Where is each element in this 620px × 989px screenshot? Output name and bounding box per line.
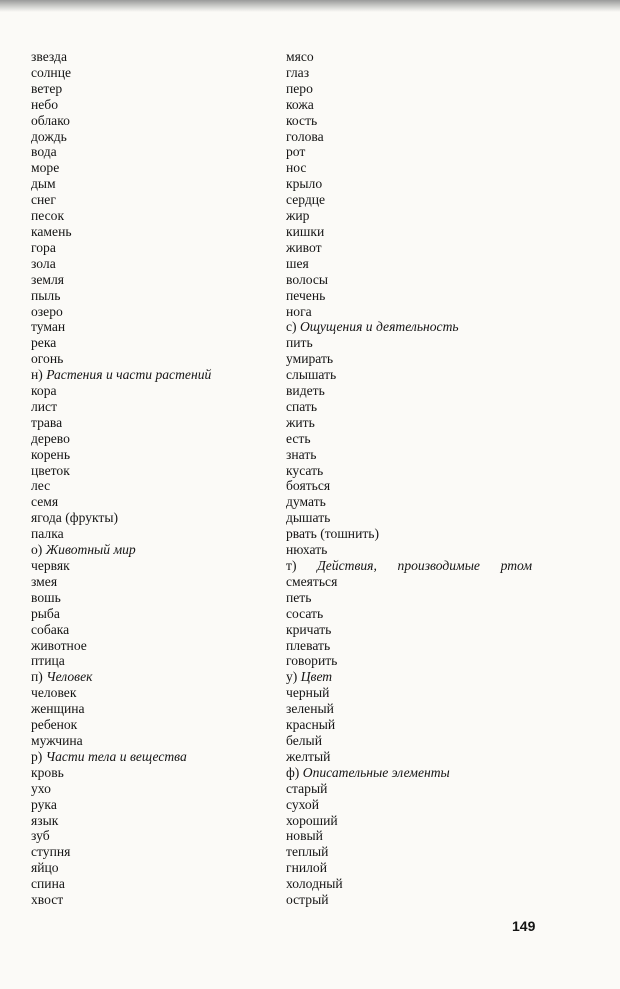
word-list-item: хороший [286,812,338,828]
section-title: Части тела и вещества [45,748,187,764]
word-list-item: белый [286,732,322,748]
word-list-item: живот [286,239,322,255]
word-list-item: лист [31,398,58,414]
section-heading [31,749,271,765]
word-list-item: пыль [31,287,61,303]
word-list-item: печень [286,287,326,303]
word-list-item: ступня [31,844,71,860]
word-list-item: кожа [286,96,314,112]
word-list-item: палка [31,526,64,542]
word-list-item: говорить [286,653,338,669]
word-list-item: зола [31,255,56,271]
word-list-item: плевать [286,637,331,653]
section-heading [286,765,532,781]
word-list-item: солнце [31,64,72,80]
word-list-item: песок [31,208,65,224]
word-list-item: сердце [286,192,326,208]
section-title-word: ртом [500,558,532,573]
page-top-edge [0,0,620,12]
word-list-item: холодный [286,876,343,892]
section-heading [31,542,271,558]
word-list-item: ухо [31,780,51,796]
word-list-item: рвать (тошнить) [286,526,380,542]
word-list-item: семя [31,494,59,510]
word-list-item: желтый [286,748,331,764]
word-list-item: дерево [31,430,70,446]
section-heading [286,319,532,335]
section-marker: т) [286,558,297,573]
word-list-item: река [31,335,57,351]
section-marker: о) [31,542,43,558]
word-list-item: вода [31,144,57,160]
word-list-item: вошь [31,589,61,605]
word-list-item: птица [31,653,65,669]
word-list-item: камень [31,223,72,239]
word-list-item: зуб [31,828,50,844]
word-list-item: сосать [286,605,324,621]
section-heading [31,367,271,383]
word-list-item: новый [286,828,323,844]
word-list-item: спина [31,876,65,892]
word-list-item: кровь [31,764,64,780]
section-marker: р) [31,748,43,764]
word-list-item: ребенок [31,717,78,733]
word-list-item: море [31,160,60,176]
word-list-item: острый [286,892,329,908]
section-title: Животный мир [45,542,136,558]
word-list-item: волосы [286,271,329,287]
section-heading [286,669,532,685]
word-list-item: красный [286,717,336,733]
word-list-item: слышать [286,367,337,383]
word-list-item: кричать [286,621,332,637]
word-list-item: язык [31,812,59,828]
word-list-item: теплый [286,844,329,860]
section-title-word: Действия, [317,558,377,573]
word-list-item: нога [286,303,312,319]
section-title: Цвет [300,669,333,685]
word-list-item: спать [286,398,318,414]
word-list-item: дождь [31,128,67,144]
word-list-item: корень [31,446,71,462]
section-title-word: производимые [397,558,480,573]
word-list-item: дым [31,176,56,192]
word-list-item: рыба [31,605,60,621]
word-list-item: старый [286,780,328,796]
word-list-item: животное [31,637,87,653]
left-word-column [31,49,271,908]
section-marker: н) [31,367,43,383]
word-list-item: кора [31,383,57,399]
word-list-item: яйцо [31,860,59,876]
section-marker: ф) [286,764,300,780]
word-list-item: нос [286,160,307,176]
section-title: Растения и части растений [46,367,212,383]
right-word-column [286,49,532,908]
word-list-item: шея [286,255,309,271]
section-heading [286,558,532,574]
word-list-item: мужчина [31,732,83,748]
word-list-item: мясо [286,49,314,64]
word-list-item: ветер [31,80,63,96]
word-list-item: гора [31,239,56,255]
word-list-item: червяк [31,558,70,573]
word-list-item: черный [286,685,330,701]
word-list-item: нюхать [286,542,328,558]
section-marker: с) [286,319,297,335]
word-list-item: сухой [286,796,320,812]
word-list-item: жить [286,414,315,430]
word-list-item: глаз [286,64,310,80]
word-list-item: гнилой [286,860,327,876]
section-heading [31,669,271,685]
word-list-item: огонь [31,351,64,367]
word-list-item: кусать [286,462,324,478]
word-list-item: облако [31,112,70,128]
word-list-item: бояться [286,478,331,494]
word-list-item: крыло [286,176,323,192]
word-list-item: звезда [31,49,67,64]
section-title: Описательные элементы [302,764,450,780]
word-list-item: умирать [286,351,334,367]
word-list-item: собака [31,621,70,637]
word-list-item: знать [286,446,317,462]
word-list-item: пить [286,335,313,351]
page-number: 149 [512,918,536,934]
word-list-item: жир [286,208,310,224]
word-list-item: трава [31,414,63,430]
word-list-item: озеро [31,303,63,319]
word-list-item: туман [31,319,66,335]
word-list-item: петь [286,589,312,605]
section-marker: п) [31,669,43,685]
word-list-item: зеленый [286,701,334,717]
word-list-item: перо [286,80,313,96]
word-list-item: цветок [31,462,70,478]
section-title: Ощущения и деятельность [299,319,459,335]
word-list-item: земля [31,271,65,287]
word-list-item: лес [31,478,51,494]
word-list-item: есть [286,430,311,446]
word-list-item: человек [31,685,77,701]
word-list-item: змея [31,573,58,589]
word-list-item: хвост [31,892,64,908]
word-list-item: женщина [31,701,85,717]
word-list-item: кишки [286,223,325,239]
word-list-item: дышать [286,510,331,526]
word-list-item: смеяться [286,573,338,589]
word-list-item: небо [31,96,59,112]
word-list-item: снег [31,192,56,208]
word-list-item: думать [286,494,326,510]
word-list-item: кость [286,112,318,128]
word-list-item: ягода (фрукты) [31,510,119,526]
word-list-item: рот [286,144,306,160]
section-marker: у) [286,669,298,685]
word-list-item: видеть [286,383,325,399]
word-list-item: голова [286,128,324,144]
word-list-item: рука [31,796,57,812]
section-title: Человек [46,669,93,685]
